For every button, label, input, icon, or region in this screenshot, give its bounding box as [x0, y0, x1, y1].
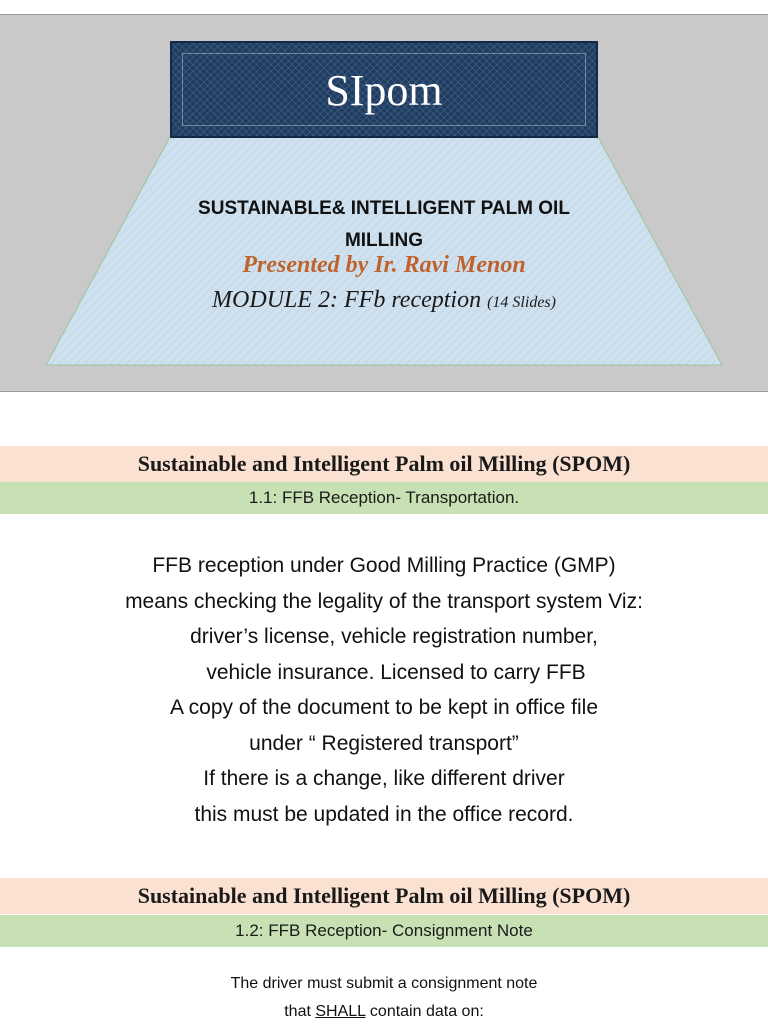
- body-line: this must be updated in the office record.: [194, 802, 574, 826]
- slide3-header: Sustainable and Intelligent Palm oil Milling (SPOM): [0, 878, 768, 914]
- body-line: A copy of the document to be kept in office file: [169, 696, 599, 719]
- slide-title: SIpom: [325, 66, 443, 115]
- course-heading: [140, 193, 628, 257]
- body-line: FFB reception under Good Milling Practice (GMP): [152, 554, 616, 577]
- title-slide: [0, 14, 768, 392]
- slide2-body: [0, 548, 768, 832]
- course-heading-line2: MILLING: [344, 230, 424, 251]
- body-line: means checking the legality of the transport system Viz:: [125, 589, 643, 613]
- title-banner: [170, 41, 598, 138]
- module-line: [140, 285, 628, 318]
- body-line: The driver must submit a consignment note: [230, 975, 538, 992]
- body-text: contain data on:: [365, 1003, 484, 1020]
- module-title: MODULE 2: FFb reception: [212, 287, 482, 313]
- body-text: that: [284, 1003, 316, 1020]
- presenter-line: Presented by Ir. Ravi Menon: [242, 252, 526, 278]
- body-line: [0, 998, 768, 1026]
- slide2-subheader: 1.1: FFB Reception- Transportation.: [0, 482, 768, 514]
- course-heading-line1: SUSTAINABLE& INTELLIGENT PALM OIL: [198, 198, 570, 219]
- emphasis-text: SHALL: [315, 1003, 366, 1020]
- slide2-header: Sustainable and Intelligent Palm oil Milling (SPOM): [0, 446, 768, 482]
- module-slide-count: (14 Slides): [487, 294, 556, 311]
- slide3-body: [0, 970, 768, 1026]
- body-line: driver’s license, vehicle registration number,: [190, 625, 598, 648]
- body-line: If there is a change, like different driver: [203, 767, 565, 790]
- body-line: vehicle insurance. Licensed to carry FFB: [206, 660, 586, 684]
- body-line: under “ Registered transport”: [249, 731, 519, 755]
- slide3-subheader: 1.2: FFB Reception- Consignment Note: [0, 915, 768, 947]
